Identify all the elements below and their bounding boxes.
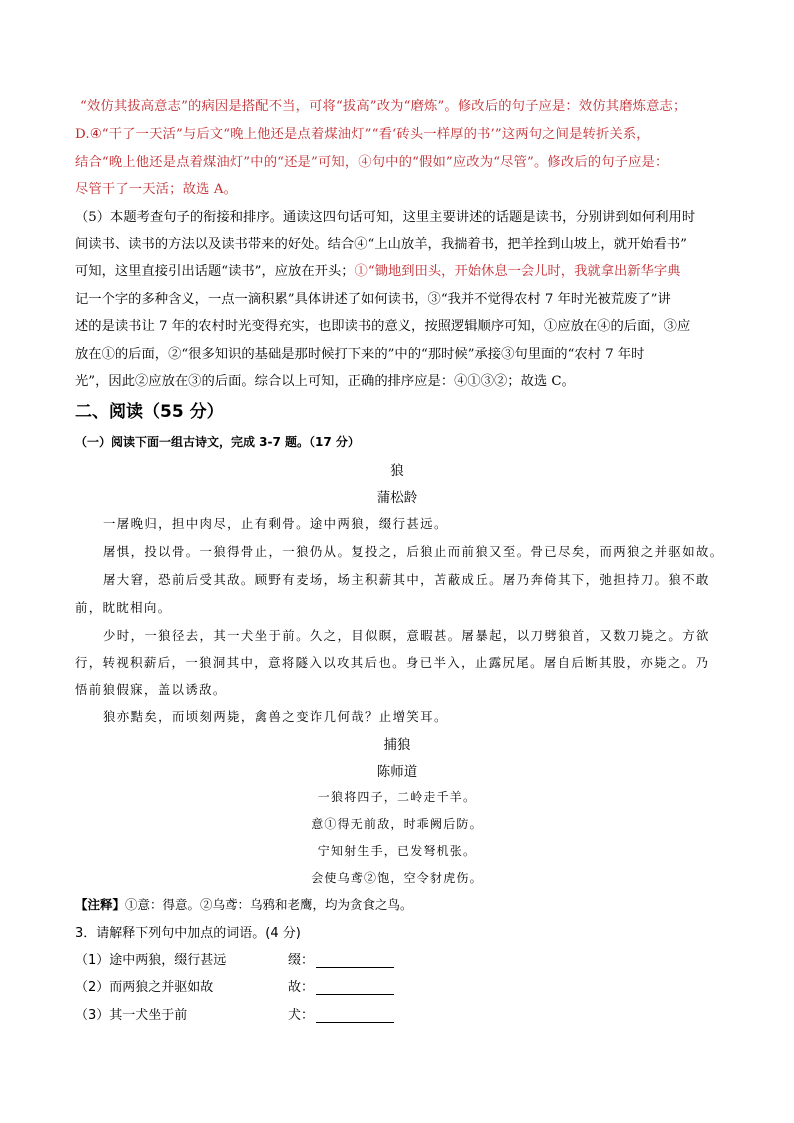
question-stem: 3．请解释下列句中加点的词语。(4 分): [75, 926, 301, 941]
section-heading: 二、阅读（55 分）: [75, 402, 224, 422]
section-subheading: （一）阅读下面一组古诗文，完成 3-7 题。（17 分）: [75, 435, 360, 449]
answer-blank[interactable]: [316, 955, 394, 968]
poem-title: 捕狼: [383, 737, 411, 753]
question-item-3: [0, 1004, 794, 1024]
p5-line-2: 间读书、读书的方法以及读书带来的好处。结合④“上山放羊，我揣着书，把羊拴到山坡上，就开始看书”: [75, 237, 687, 252]
wolf-title: 狼: [390, 463, 404, 479]
answer-slot: [288, 949, 394, 968]
poem-line-3: 宁知射生手，已发弩机张。: [317, 844, 477, 858]
p5-line-3-black: 可知，这里直接引出话题“读书”，应放在开头；: [75, 264, 355, 279]
poem-line-4: 会使乌鸢②饱，空令豺虎伤。: [311, 871, 483, 885]
answer-blank[interactable]: [316, 1010, 394, 1023]
question-item-1: [0, 949, 794, 969]
wolf-author: 蒲松龄: [376, 490, 418, 506]
question-item-label: （2）而两狼之并驱如故: [75, 980, 214, 995]
note-label: 【注释】: [75, 897, 126, 912]
question-item-word: 故：: [288, 980, 315, 995]
wolf-para-3a: 屠大窘，恐前后受其敌。顾野有麦场，场主积薪其中，苫蔽成丘。屠乃奔倚其下，弛担持刀。狼不敢: [103, 572, 710, 587]
poem-author: 陈师道: [376, 764, 418, 780]
p5-line-3: [75, 260, 680, 279]
wolf-para-4a: 少时，一狼径去，其一犬坐于前。久之，目似瞑，意暇甚。屠暴起，以刀劈狼首，又数刀毙之。方欲: [103, 628, 710, 643]
wolf-para-4b: 行，转视积薪后，一狼洞其中，意将隧入以攻其后也。身已半入，止露尻尾。屠自后断其股，亦毙之。乃: [75, 655, 710, 670]
p5-line-7: 光”，因此②应放在③的后面。综合以上可知，正确的排序应是：④①③②；故选 C。: [75, 374, 575, 389]
p5-line-4: 记一个字的多种含义，一点一滴积累”具体讲述了如何读书，③“我并不觉得农村 7 年时光被荒废了”讲: [75, 292, 671, 307]
p5-line-1: （5）本题考查句子的衔接和排序。通读这四句话可知，这里主要讲述的话题是读书，分别讲到如何利用时: [75, 210, 696, 225]
wolf-para-5: 狼亦黠矣，而顷刻两毙，禽兽之变诈几何哉？止增笑耳。: [103, 709, 448, 724]
question-item-2: [0, 976, 794, 996]
question-item-word: 缀：: [288, 953, 315, 968]
p5-line-6: 放在①的后面，②“很多知识的基础是那时候打下来的”中的“那时候”承接③句里面的“农村 7 年时: [75, 347, 645, 362]
wolf-para-1: 一屠晚归，担中肉尽，止有剩骨。途中两狼，缀行甚远。: [103, 516, 448, 531]
question-item-word: 犬：: [288, 1008, 315, 1023]
note-text: ①意：得意。②乌鸢：乌鸦和老鹰，均为贪食之鸟。: [125, 897, 413, 912]
answer-line-1: “效仿其拔高意志”的病因是搭配不当，可将“拔高”改为“磨炼”。修改后的句子应是：效仿其磨炼意志；: [80, 99, 687, 114]
poem-line-1: 一狼将四子，二岭走千羊。: [317, 790, 477, 804]
answer-slot: [288, 1004, 394, 1023]
answer-line-3: 结合“晚上他还是点着煤油灯”中的“还是”可知，④句中的“假如”应改为“尽管”。修改后的句子应是：: [75, 155, 669, 170]
answer-line-4: 尽管干了一天活；故选 A。: [75, 182, 238, 197]
p5-line-5: 述的是读书让 7 年的农村时光变得充实，也即读书的意义，按照逻辑顺序可知，①应放在④的后面，③应: [75, 319, 691, 334]
answer-blank[interactable]: [316, 982, 394, 995]
question-item-label: （3）其一犬坐于前: [75, 1008, 188, 1023]
answer-slot: [288, 976, 394, 995]
wolf-para-2: 屠惧，投以骨。一狼得骨止，一狼仍从。复投之，后狼止而前狼又至。骨已尽矣，而两狼之并驱如故。: [103, 544, 724, 559]
wolf-para-4c: 悟前狼假寐，盖以诱敌。: [75, 682, 227, 697]
annotation-note: [75, 895, 413, 913]
answer-line-2: D.④“干了一天活”与后文“晚上他还是点着煤油灯”“看‘砖头一样厚的书’”这两句之间是转折关系，: [75, 127, 650, 142]
wolf-para-3b: 前，眈眈相向。: [75, 600, 172, 615]
poem-line-2: 意①得无前敌，时乖阙后防。: [311, 817, 483, 831]
p5-line-3-red: ①“锄地到田头，开始休息一会儿时，我就拿出新华字典: [354, 264, 681, 279]
question-item-label: （1）途中两狼，缀行甚远: [75, 953, 227, 968]
